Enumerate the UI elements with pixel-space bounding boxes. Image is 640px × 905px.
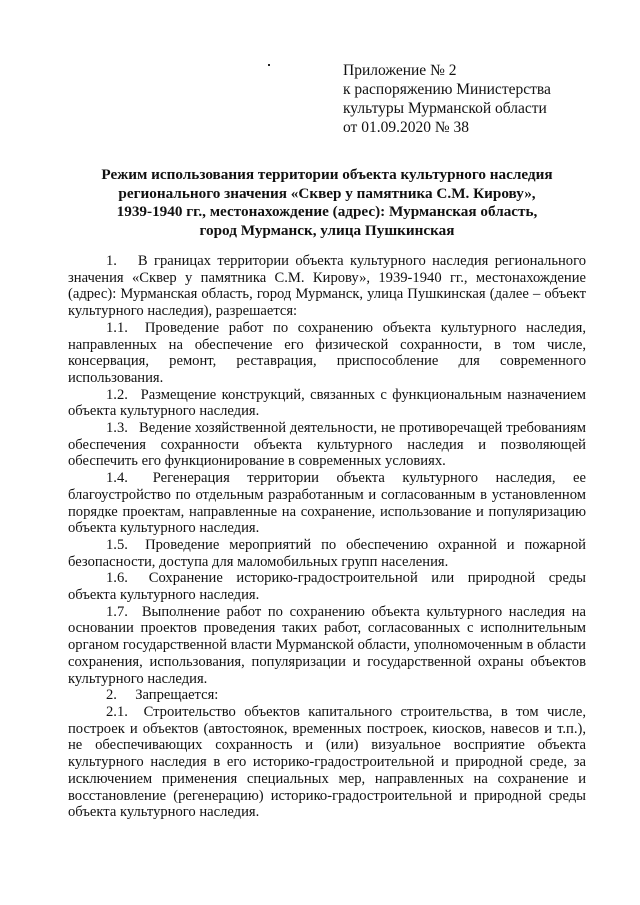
paragraph-1-6: 1.6. Сохранение историко-градостроительной или природной среды объекта культурного наследия. bbox=[68, 570, 586, 604]
paragraph-1-7: 1.7. Выполнение работ по сохранению объекта культурного наследия на основании проектов проведения таких работ, согласованных с исполнительным органом государственной власти Мурманской области, уполномоченным в области сохранения, использования, популяризации и государственной охраны объектов культурного наследия. bbox=[68, 603, 586, 687]
appendix-number: Приложение № 2 bbox=[343, 62, 457, 79]
scan-speck bbox=[268, 64, 270, 66]
appendix-ministry: культуры Мурманской области bbox=[343, 100, 547, 117]
title-line-3: 1939-1940 гг., местонахождение (адрес): Мурманская область, bbox=[116, 203, 538, 220]
title-line-4: город Мурманск, улица Пушкинская bbox=[199, 221, 455, 239]
paragraph-1-4: 1.4. Регенерация территории объекта культурного наследия, ее благоустройство по отдельным разработанным и согласованным в установленном порядке проектам, направленные на сохранение, использование и популяризацию объекта культурного наследия. bbox=[68, 470, 586, 537]
title-line-2: регионального значения «Сквер у памятника С.М. Кирову», bbox=[118, 184, 536, 202]
paragraph-2-1: 2.1. Строительство объектов капитального строительства, в том числе, построек и объектов (автостоянок, временных построек, киосков, навесов и т.п.), не обеспечивающих сохранность и (или) визуальное восприятие объекта культурного наследия в его историко-градостроительной и природной среде, за исключением применения специальных мер, направленных на сохранение и восстановление (регенерацию) историко-градостроительной и природной среды объекта культурного наследия. bbox=[68, 703, 586, 821]
appendix-header bbox=[343, 61, 613, 137]
paragraph-1-2: 1.2. Размещение конструкций, связанных с функциональным назначением объекта культурного наследия. bbox=[68, 386, 586, 420]
document-title bbox=[62, 166, 592, 240]
document-body bbox=[68, 253, 586, 821]
appendix-order-ref: к распоряжению Министерства bbox=[343, 81, 551, 98]
paragraph-1-3: 1.3. Ведение хозяйственной деятельности, не противоречащей требованиям обеспечения сохранности объекта культурного наследия и позволяющей обеспечить его функционирование в современных условиях. bbox=[68, 420, 586, 470]
paragraph-1-1: 1.1. Проведение работ по сохранению объекта культурного наследия, направленных на обеспечение его физической сохранности, в том числе, консервация, ремонт, реставрация, приспособление для современного использования. bbox=[68, 319, 586, 386]
paragraph-2: 2. Запрещается: bbox=[106, 687, 219, 704]
paragraph-1: 1. В границах территории объекта культурного наследия регионального значения «Сквер у памятника С.М. Кирову», 1939-1940 гг., местонахождение (адрес): Мурманская область, город Мурманск, улица Пушкинская (далее – объект культурного наследия), разрешается: bbox=[68, 253, 586, 320]
paragraph-1-5: 1.5. Проведение мероприятий по обеспечению охранной и пожарной безопасности, доступа для маломобильных групп населения. bbox=[68, 536, 586, 570]
title-line-1: Режим использования территории объекта культурного наследия bbox=[101, 166, 553, 183]
appendix-date: от 01.09.2020 № 38 bbox=[343, 119, 469, 136]
